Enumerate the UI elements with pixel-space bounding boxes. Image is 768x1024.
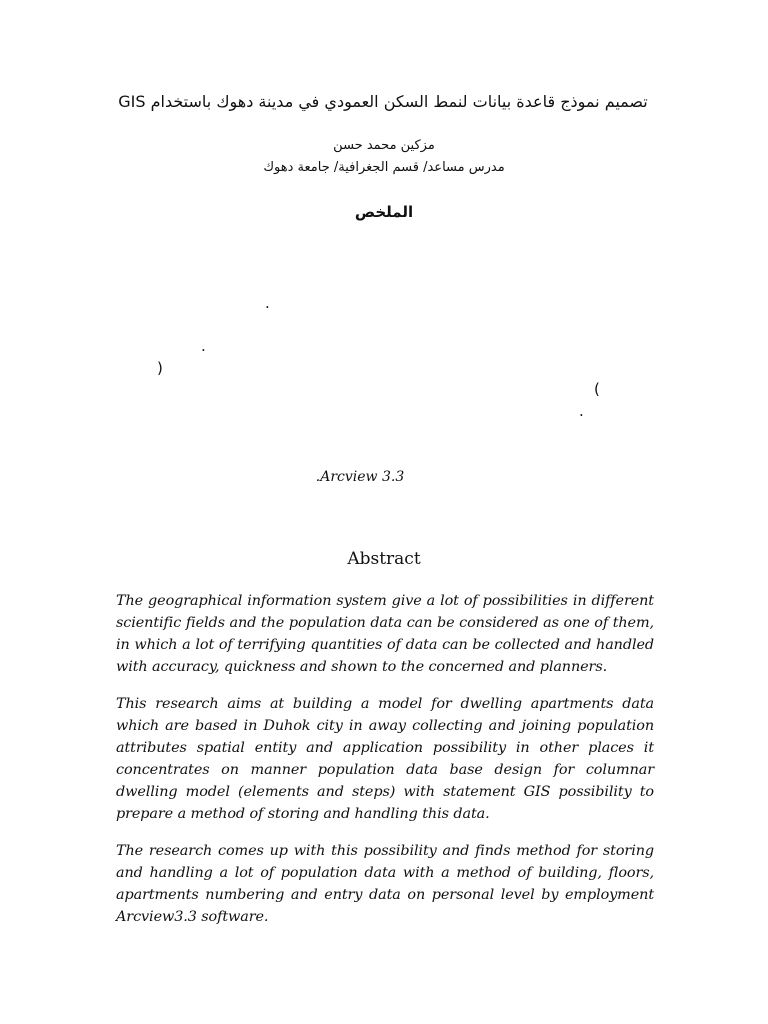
abstract-paragraph: The geographical information system give a lot of possibilities in different scientific fields and the population data can be considered as one of them, in which a lot of terrifying quantities of data can be collected and handled with accuracy, quickness and shown to the concerned and planners. (116, 593, 654, 675)
summary-fragment-paren-open: ( (594, 380, 600, 398)
summary-fragment-period-1: . (265, 294, 270, 312)
abstract-paragraph: This research aims at building a model for dwelling apartments data which are based in Duhok city in away collecting and joining population attributes spatial entity and application possibility in other places it concentrates on manner population data base design for columnar dwelling model (elements and steps) with statement GIS possibility to prepare a method of storing and handling this data. (116, 696, 654, 822)
arabic-summary-heading: الملخص (354, 203, 414, 221)
paper-title: تصميم نموذج قاعدة بيانات لنمط السكن العمودي في مدينة دهوك باستخدام GIS (118, 92, 648, 111)
summary-fragment-paren-close: ) (157, 359, 163, 377)
author-name: مزكين محمد حسن (333, 138, 435, 153)
abstract-body (116, 590, 654, 943)
summary-fragment-period-3: . (579, 402, 584, 420)
abstract-paragraph: The research comes up with this possibility and finds method for storing and handling a lot of population data with a method of building, floors, apartments numbering and entry data on personal level by employment Arcview3.3 software. (116, 843, 654, 925)
summary-software-line: .Arcview 3.3 (315, 469, 405, 485)
summary-fragment-period-2: . (201, 337, 206, 355)
author-affiliation: مدرس مساعد/ قسم الجغرافية/ جامعة دهوك (263, 160, 505, 175)
abstract-heading: Abstract (347, 549, 421, 569)
